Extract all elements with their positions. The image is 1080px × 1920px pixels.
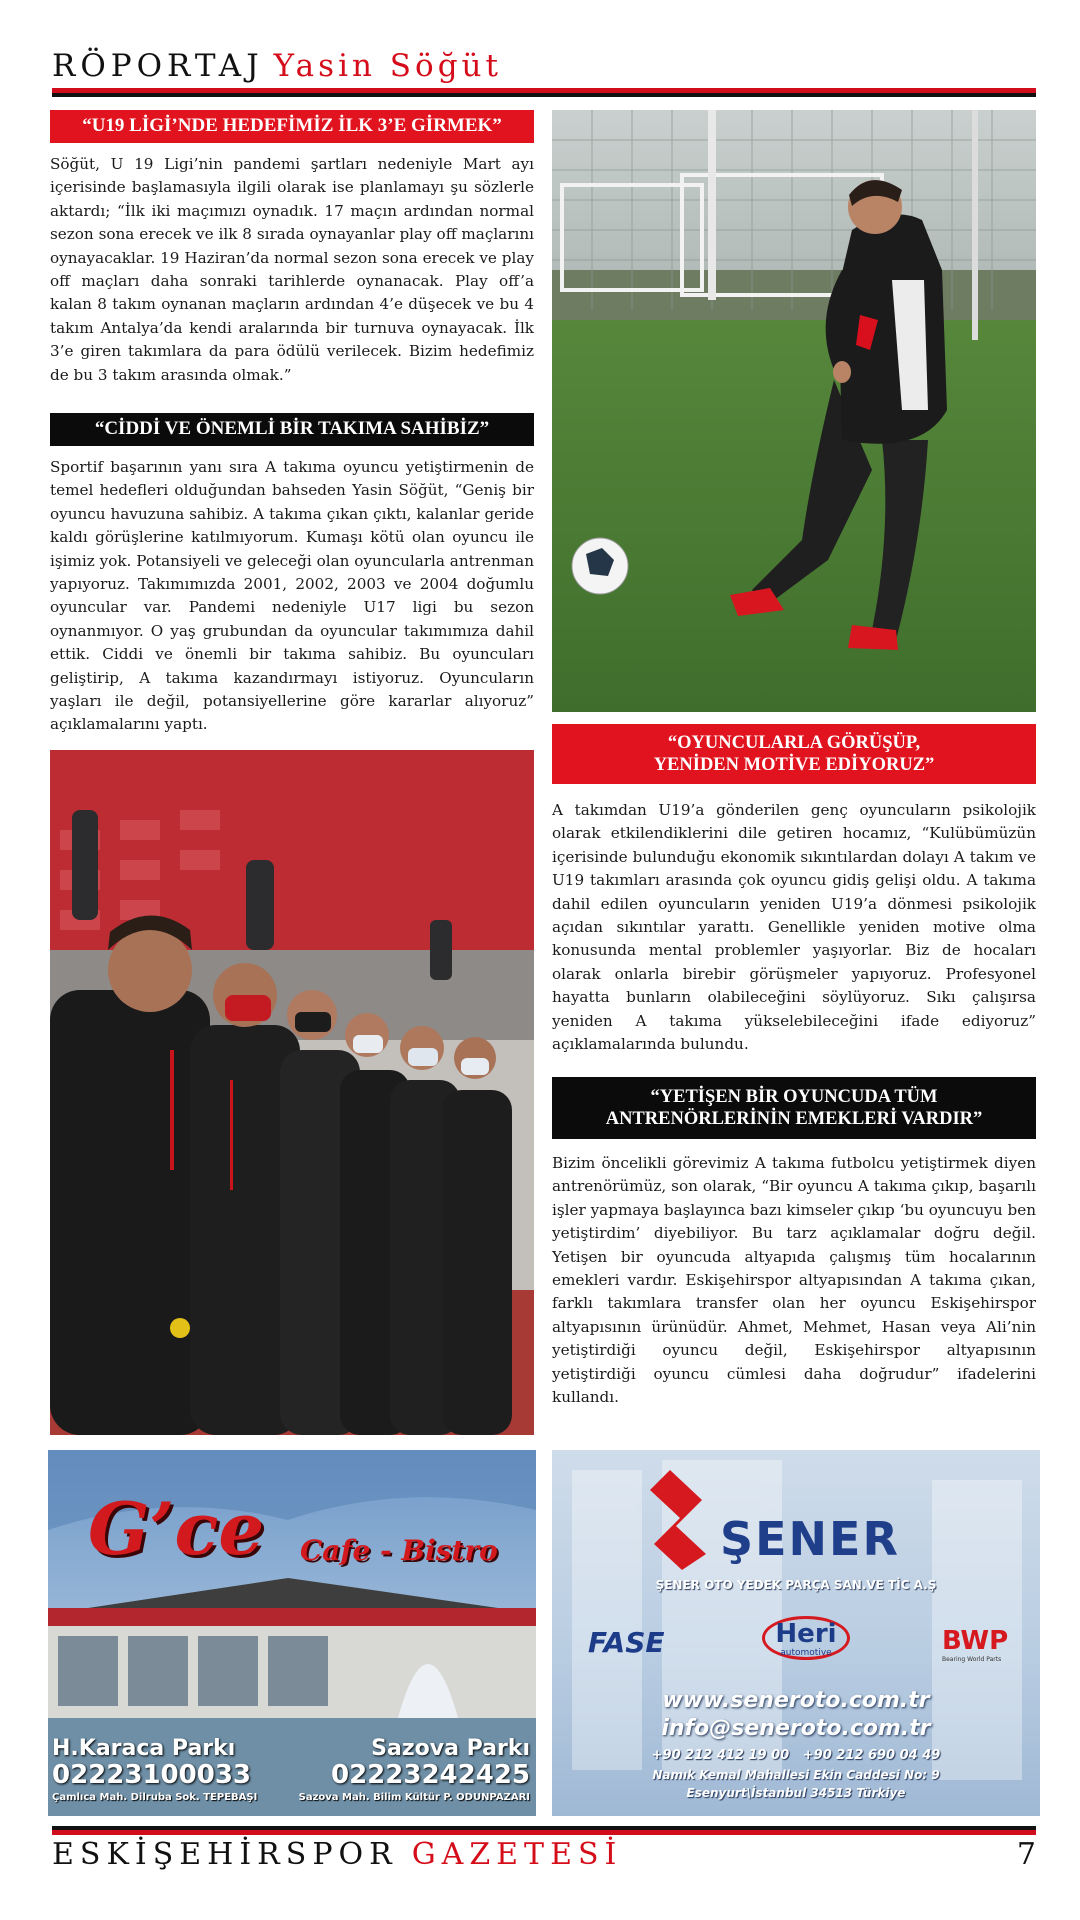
- section-2-heading: “CİDDİ VE ÖNEMLİ BİR TAKIMA SAHİBİZ”: [50, 413, 534, 446]
- cafe-branch1-address: Çamlıca Mah. Dilruba Sok. TEPEBAŞI: [52, 1792, 258, 1803]
- header-rule-black: [52, 93, 1036, 97]
- cafe-branch2-address: Sazova Mah. Bilim Kültür P. ODUNPAZARI: [298, 1792, 530, 1803]
- footer-rule-red: [52, 1830, 1036, 1835]
- staff-on-bench-photo: [50, 750, 534, 1435]
- section-4-body: Bizim öncelikli görevimiz A takıma futbolcu yetiştirmek diyen antrenörümüz, son olarak, “Bir oyuncu A takıma çıkıp, başarılı işler yapmaya başlayınca bazı kimseler çıkıp ‘bu oyuncuyu ben yetiştirdim’ diyebiliyor. Bu tarz açıklamalar doğru değil. Yetişen bir oyuncuda altyapıda çalışmış tüm hocalarının emekleri vardır. Eskişehirspor altyapısından A takıma çıkan, farklı takımlara transfer olan her oyuncu Eskişehirspor altyapısının ürünüdür. Ahmet, Mehmet, Hasan veya Ali’nin yetiştirdiği oyuncu değil, Eskişehirspor altyapısının yetiştirdiği oyuncu cümlesi daha doğrudur” ifadelerini kullandı.: [552, 1154, 1036, 1407]
- cafe-bistro-ad[interactable]: [48, 1450, 536, 1816]
- heri-logo-sub: automotive: [780, 1648, 832, 1658]
- section-3-heading-line1: “OYUNCULARLA GÖRÜŞÜP,: [667, 732, 921, 753]
- page-header: [52, 44, 1036, 88]
- bwp-logo-sub: Bearing World Parts: [942, 1656, 1002, 1663]
- section-4-heading-line2: ANTRENÖRLERİNİN EMEKLERİ VARDIR”: [605, 1109, 983, 1129]
- cafe-tagline: Cafe - Bistro: [300, 1534, 498, 1567]
- section-3-heading-line2: YENİDEN MOTİVE EDİYORUZ”: [653, 755, 935, 775]
- sener-phones: +90 212 412 19 00 +90 212 690 04 49: [651, 1748, 941, 1763]
- section-2-body: Sportif başarının yanı sıra A takıma oyuncu yetiştirmenin de temel hedefleri olduğundan bahseden Yasin Söğüt, “Geniş bir oyuncu havuzuna sahibiz. A takıma çıkan çıktı, kalanlar geride kaldı görüşlerine katılmıyorum. Kumaşı kötü olan oyuncu ile işimiz yok. Potansiyeli ve geleceği olan oyuncularla antrenman yapıyoruz. Takımımızda 2001, 2002, 2003 ve 2004 doğumlu oyuncular var. Pandemi nedeniyle U17 ligi bu sezon oynanmıyor. O yaş grubundan da oyuncular takımımıza dahil ettik. Ciddi ve önemli bir takıma sahibiz. Bu oyuncuları geliştirip, A takıma kazandırmayı istiyoruz. Oyuncuların yaşları ile değil, potansiyellerine göre kararlar alıyoruz” açıklamalarını yaptı.: [50, 458, 534, 734]
- author-name: Yasin Söğüt: [273, 48, 502, 84]
- sener-brand: ŞENER: [720, 1512, 900, 1566]
- sener-address-line1: Namık Kemal Mahallesi Ekin Caddesi No: 9: [652, 1768, 940, 1782]
- section-3-body: A takımdan U19’a gönderilen genç oyuncuların psikolojik olarak etkilendiklerini dile getiren hocamız, “Kulübümüzün içerisinde bulunduğu ekonomik sıkıntılardan dolayı A takım ve U19 takımları arasında çok oyuncu gidiş gelişi oldu. A takıma dahil edilen oyuncuların yeniden U19’a dönmesi psikolojik açıdan sıkıntılar yarattı. Genellikle yeniden motive olma konusunda mental problemler yaşıyorlar. Biz de hocaları olarak onlarla birebir görüşmeler yapıyoruz. Profesyonel hayatta bunların olabileceğini söylüyoruz. Sıkı çalışırsa yeniden A takıma yükselebileceğini ifade ediyoruz” açıklamalarında bulundu.: [552, 801, 1036, 1054]
- footer-title-part2: GAZETESİ: [411, 1837, 623, 1872]
- sener-email-link[interactable]: info@seneroto.com.tr: [661, 1716, 931, 1741]
- section-1-heading: “U19 LİGİ’NDE HEDEFİMİZ İLK 3’E GİRMEK”: [50, 110, 534, 143]
- cafe-branch1-phone[interactable]: 02223100033: [52, 1760, 251, 1790]
- footer-title: [52, 1837, 622, 1872]
- section-4-heading: [552, 1077, 1036, 1139]
- header-title: [52, 48, 502, 84]
- heri-logo-icon: [762, 1616, 850, 1660]
- cafe-branch2-phone[interactable]: 02223242425: [331, 1760, 530, 1790]
- section-3-heading: [552, 724, 1036, 784]
- sener-address-line2: Esenyurt\İstanbul 34513 Türkiye: [686, 1786, 906, 1800]
- cafe-brand: G’ce: [88, 1486, 265, 1571]
- page-number: 7: [1016, 1837, 1036, 1872]
- footer-title-part1: ESKİŞEHİRSPOR: [52, 1837, 398, 1872]
- section-label: RÖPORTAJ: [52, 48, 264, 84]
- cafe-branch1-name: H.Karaca Parkı: [52, 1736, 236, 1761]
- section-4-heading-line1: “YETİŞEN BİR OYUNCUDA TÜM: [650, 1086, 938, 1107]
- sener-company: ŞENER OTO YEDEK PARÇA SAN.VE TİC A.Ş: [655, 1578, 937, 1592]
- section-1-body: Söğüt, U 19 Ligi’nin pandemi şartları nedeniyle Mart ayı içerisinde başlamasıyla ilgili olarak ise planlamayı şu sözlerle aktardı; “İlk iki maçımızı oynadık. 17 maçın ardından normal sezon sona erecek ve ilk 8 sırada oynayanlar play off maçlarını oynayacaklar. 19 Haziran’da normal sezon sona erecek ve play off maçları daha sonraki tarihlerde oynanacak. Play off’a kalan 8 takım oynanan maçların ardından 4’e düşecek ve bu 4 takım Antalya’da kendi aralarında bir turnuva oynayacak. İlk 3’e giren takımlara da para ödülü verilecek. Bizim hedefimiz de bu 3 takım arasında olmak.”: [50, 155, 534, 384]
- heri-logo-text: Heri: [775, 1619, 837, 1649]
- fase-logo-icon: FASE: [588, 1626, 665, 1659]
- coach-kicking-ball-photo: [552, 110, 1036, 712]
- sener-oto-ad[interactable]: [552, 1450, 1040, 1816]
- sener-website-link[interactable]: www.seneroto.com.tr: [662, 1688, 930, 1713]
- cafe-branch2-name: Sazova Parkı: [371, 1736, 530, 1761]
- bwp-logo-icon: BWP: [942, 1626, 1009, 1656]
